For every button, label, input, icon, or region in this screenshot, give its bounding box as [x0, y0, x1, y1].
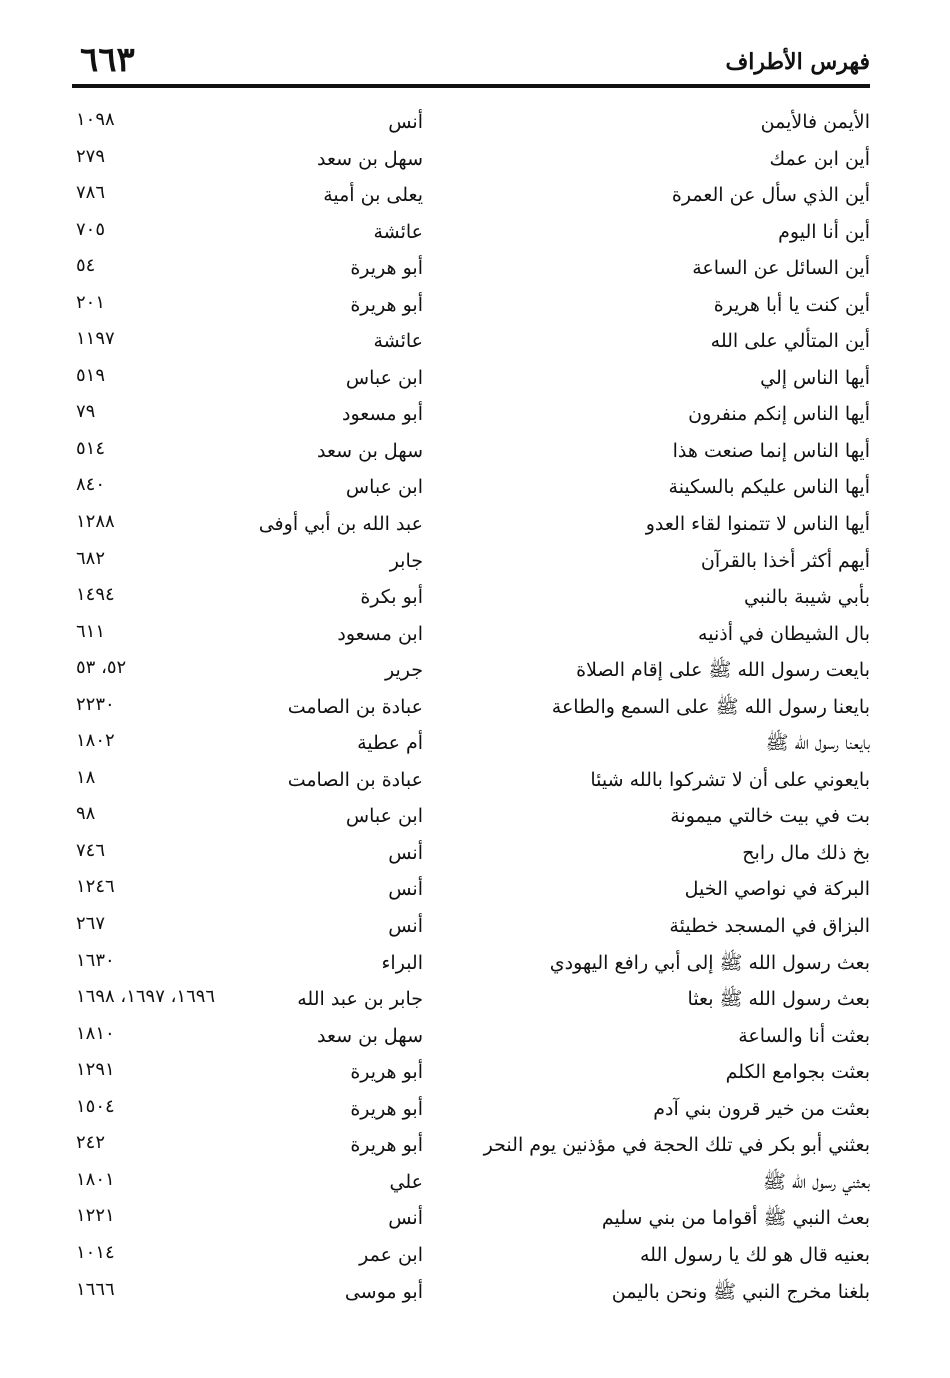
hadith-text: أيها الناس عليكم بالسكينة: [668, 476, 870, 499]
hadith-text: أين السائل عن الساعة: [692, 257, 870, 280]
narrator: أنس: [388, 878, 423, 901]
hadith-text: أين المتألي على الله: [710, 330, 870, 353]
narrator: أبو هريرة: [350, 257, 423, 280]
narrator: سهل بن سعد: [317, 439, 423, 462]
index-row: [72, 433, 870, 470]
index-row: [72, 1091, 870, 1128]
narrator: أم عطية: [357, 732, 423, 755]
index-row: [72, 871, 870, 908]
reference-numbers: ٧٨٦: [76, 182, 106, 204]
narrator: أنس: [388, 111, 423, 133]
narrator: جابر بن عبد الله: [297, 988, 423, 1011]
index-row: [72, 798, 870, 835]
narrator: ابن عباس: [345, 366, 423, 389]
reference-numbers: ١٦٦٦: [76, 1278, 115, 1300]
index-row: [72, 177, 870, 214]
hadith-text: بعثني رسول الله ﷺ: [762, 1170, 870, 1193]
index-list: [72, 104, 870, 1310]
hadith-text: بعثت أنا والساعة: [738, 1024, 870, 1047]
index-row: [72, 579, 870, 616]
index-row: [72, 323, 870, 360]
hadith-text: أين كنت يا أبا هريرة: [713, 293, 870, 316]
index-row: [72, 945, 870, 982]
index-row: [72, 250, 870, 287]
hadith-text: الأيمن فالأيمن: [760, 111, 870, 133]
narrator: عبادة بن الصامت: [287, 695, 423, 718]
hadith-text: بأبي شيبة بالنبي: [743, 586, 870, 609]
hadith-text: أين الذي سأل عن العمرة: [671, 184, 870, 207]
header-rule: [72, 84, 870, 88]
narrator: عائشة: [373, 220, 423, 243]
narrator: يعلى بن أمية: [323, 184, 423, 207]
reference-numbers: ١٨٠٢: [76, 730, 115, 752]
reference-numbers: ١٨٠١: [76, 1168, 115, 1190]
reference-numbers: ٥١٤: [76, 437, 106, 459]
reference-numbers: ٥٤: [76, 255, 96, 277]
reference-numbers: ٦٨٢: [76, 547, 106, 569]
reference-numbers: ١٤٩٤: [76, 584, 115, 606]
reference-numbers: ٧٩: [76, 401, 96, 423]
index-row: [72, 469, 870, 506]
hadith-text: بعثني أبو بكر في تلك الحجة في مؤذنين يوم النحر: [483, 1134, 870, 1157]
narrator: أبو مسعود: [342, 403, 423, 426]
reference-numbers: ١٦٩٦، ١٦٩٧، ١٦٩٨: [76, 986, 216, 1008]
reference-numbers: ١٢٨٨: [76, 511, 115, 533]
narrator: أبو هريرة: [350, 1134, 423, 1157]
hadith-text: أيهم أكثر أخذا بالقرآن: [700, 549, 870, 572]
reference-numbers: ٦١١: [76, 620, 106, 642]
narrator: سهل بن سعد: [317, 147, 423, 170]
hadith-text: بت في بيت خالتي ميمونة: [670, 805, 870, 828]
index-row: [72, 689, 870, 726]
narrator: جرير: [385, 659, 423, 682]
index-row: [72, 141, 870, 178]
hadith-text: أين أنا اليوم: [778, 220, 870, 243]
index-row: [72, 543, 870, 580]
narrator: أبو هريرة: [350, 1061, 423, 1084]
reference-numbers: ١٠٩٨: [76, 109, 115, 130]
narrator: ابن عمر: [359, 1243, 423, 1266]
reference-numbers: ٢٢٣٠: [76, 693, 115, 715]
narrator: أبو هريرة: [350, 1097, 423, 1120]
narrator: أبو بكرة: [360, 586, 423, 609]
index-row: [72, 762, 870, 799]
hadith-text: بخ ذلك مال رابح: [742, 841, 870, 864]
index-row: [72, 835, 870, 872]
index-row: [72, 396, 870, 433]
index-row: [72, 214, 870, 251]
reference-numbers: ١٢٩١: [76, 1059, 115, 1081]
narrator: عبادة بن الصامت: [287, 768, 423, 791]
index-row: [72, 506, 870, 543]
reference-numbers: ٢٠١: [76, 291, 106, 313]
narrator: علي: [389, 1170, 423, 1193]
reference-numbers: ٢٦٧: [76, 913, 106, 935]
hadith-text: بعث رسول الله ﷺ إلى أبي رافع اليهودي: [549, 951, 870, 974]
narrator: ابن مسعود: [337, 622, 423, 645]
hadith-text: بايعنا رسول الله ﷺ على السمع والطاعة: [551, 695, 870, 718]
index-row: [72, 1237, 870, 1274]
index-row: [72, 104, 870, 141]
index-row: [72, 1127, 870, 1164]
narrator: جابر: [389, 549, 423, 572]
narrator: ابن عباس: [345, 476, 423, 499]
hadith-text: بلغنا مخرج النبي ﷺ ونحن باليمن: [611, 1280, 870, 1303]
narrator: عبد الله بن أبي أوفى: [258, 513, 423, 536]
index-row: [72, 1200, 870, 1237]
page-number: ٦٦٣: [80, 40, 135, 80]
narrator: أنس: [388, 915, 423, 938]
hadith-text: بعث النبي ﷺ أقواما من بني سليم: [601, 1207, 870, 1230]
hadith-text: بعثت بجوامع الكلم: [725, 1061, 870, 1084]
hadith-text: أيها الناس إنكم منفرون: [688, 403, 870, 426]
hadith-text: البزاق في المسجد خطيئة: [669, 915, 870, 938]
index-row: [72, 360, 870, 397]
reference-numbers: ١٥٠٤: [76, 1095, 115, 1117]
index-row: [72, 725, 870, 762]
reference-numbers: ١٠١٤: [76, 1241, 115, 1263]
narrator: أبو هريرة: [350, 293, 423, 316]
hadith-text: أين ابن عمك: [769, 147, 870, 170]
hadith-text: بايعوني على أن لا تشركوا بالله شيئا: [590, 768, 870, 791]
narrator: أنس: [388, 1207, 423, 1230]
reference-numbers: ٨٤٠: [76, 474, 106, 496]
hadith-text: بعثت من خير قرون بني آدم: [653, 1097, 870, 1120]
hadith-text: بال الشيطان في أذنيه: [698, 622, 870, 645]
reference-numbers: ٢٧٩: [76, 145, 106, 167]
index-row: [72, 1054, 870, 1091]
narrator: ابن عباس: [345, 805, 423, 828]
index-row: [72, 1018, 870, 1055]
hadith-text: أيها الناس لا تتمنوا لقاء العدو: [645, 513, 870, 536]
reference-numbers: ١٨١٠: [76, 1022, 115, 1044]
narrator: عائشة: [373, 330, 423, 353]
reference-numbers: ٧٤٦: [76, 839, 106, 861]
reference-numbers: ٢٤٢: [76, 1132, 106, 1154]
index-row: [72, 1274, 870, 1311]
hadith-text: أيها الناس إنما صنعت هذا: [672, 439, 870, 462]
reference-numbers: ٧٠٥: [76, 218, 106, 240]
index-row: [72, 981, 870, 1018]
narrator: أنس: [388, 841, 423, 864]
page-title: فهرس الأطراف: [725, 49, 870, 75]
index-row: [72, 652, 870, 689]
hadith-text: بعث رسول الله ﷺ بعثا: [687, 988, 870, 1011]
reference-numbers: ١٦٣٠: [76, 949, 115, 971]
hadith-text: أيها الناس إلي: [760, 366, 870, 389]
hadith-text: بايعت رسول الله ﷺ على إقام الصلاة: [576, 659, 870, 682]
index-row: [72, 616, 870, 653]
hadith-text: البركة في نواصي الخيل: [684, 878, 870, 901]
reference-numbers: ١٢٢١: [76, 1205, 115, 1227]
index-row: [72, 1164, 870, 1201]
hadith-text: بعنيه قال هو لك يا رسول الله: [640, 1243, 870, 1266]
index-row: [72, 287, 870, 324]
narrator: سهل بن سعد: [317, 1024, 423, 1047]
reference-numbers: ٩٨: [76, 803, 96, 825]
hadith-text: بايعنا رسول الله ﷺ: [765, 732, 870, 755]
page-header: [72, 40, 870, 88]
narrator: أبو موسى: [344, 1280, 423, 1303]
reference-numbers: ١٢٤٦: [76, 876, 115, 898]
reference-numbers: ١٨: [76, 766, 96, 788]
reference-numbers: ١١٩٧: [76, 328, 115, 350]
reference-numbers: ٥٢، ٥٣: [76, 657, 127, 679]
index-row: [72, 908, 870, 945]
reference-numbers: ٥١٩: [76, 364, 106, 386]
narrator: البراء: [381, 951, 423, 974]
